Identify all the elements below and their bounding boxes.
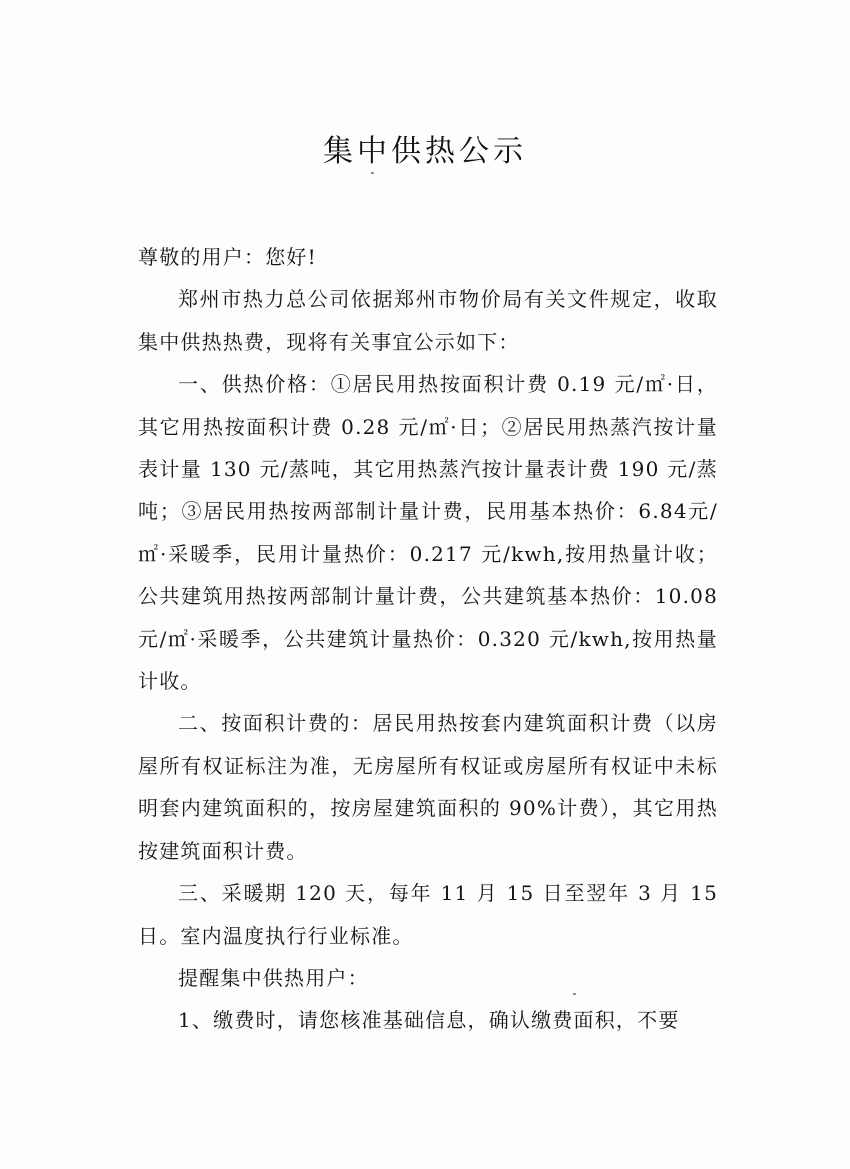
- heating-period-paragraph: 三、采暖期 120 天，每年 11 月 15 日至翌年 3 月 15 日。室内温度执行行业标准。: [138, 881, 718, 948]
- intro-paragraph: 郑州市热力总公司依据郑州市物价局有关文件规定，收取集中供热热费，现将有关事宜公示如下：: [138, 287, 718, 354]
- heating-price-paragraph: 一、供热价格：①居民用热按面积计费 0.19 元/㎡·日，其它用热按面积计费 0.28 元/㎡·日；②居民用热蒸汽按计量表计量 130 元/蒸吨，其它用热蒸汽按计量表计费 190 元/蒸吨；③居民用热按两部制计量计费，民用基本热价：6.84元/㎡·采暖季，民用计量热价：0.217 元/kwh,按用热量计收；公共建筑用热按两部制计量计费，公共建筑基本热价：10.08 元/㎡·采暖季，公共建筑计量热价：0.320 元/kwh,按用热量计收。: [138, 372, 718, 694]
- reminder-heading: 提醒集中供热用户：: [178, 965, 369, 990]
- document-body: [138, 236, 718, 1042]
- scan-speck: [573, 993, 576, 995]
- scan-speck: [371, 172, 374, 174]
- reminder-item-1: 1、缴费时，请您核准基础信息，确认缴费面积，不要: [178, 1008, 680, 1033]
- area-billing-paragraph: 二、按面积计费的：居民用热按套内建筑面积计费（以房屋所有权证标注为准，无房屋所有权证或房屋所有权证中未标明套内建筑面积的，按房屋建筑面积的 90%计费），其它用热按建筑面积计费。: [138, 711, 718, 863]
- greeting: 尊敬的用户：您好!: [138, 245, 317, 269]
- document-title: 集中供热公示: [323, 134, 527, 169]
